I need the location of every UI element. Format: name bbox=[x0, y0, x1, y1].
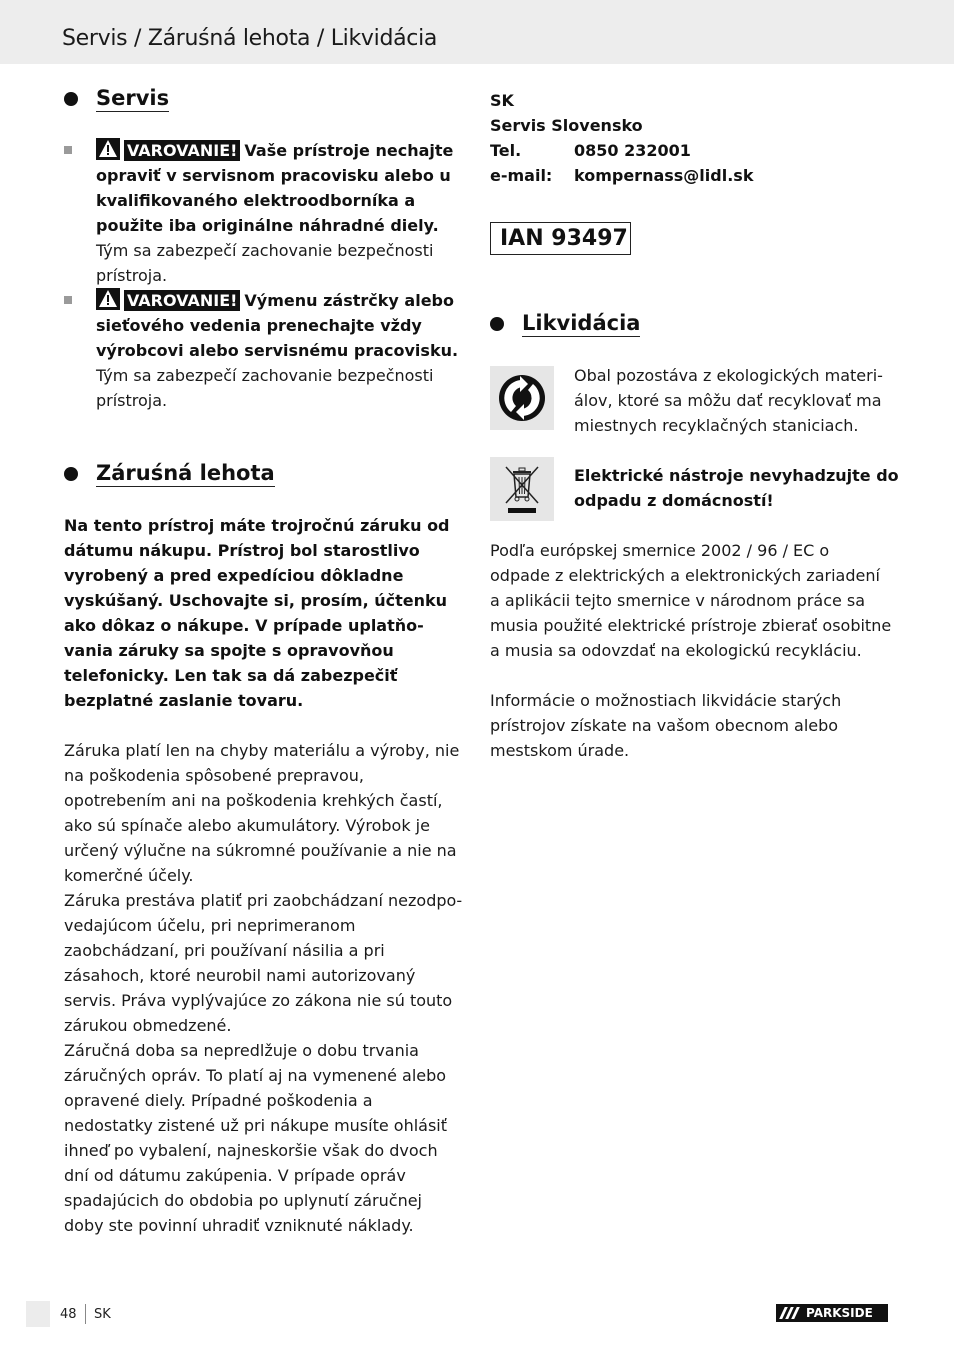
brand-logo bbox=[776, 1304, 888, 1322]
warning-paragraph bbox=[96, 138, 462, 288]
green-dot-recycle-icon bbox=[490, 366, 554, 430]
heading-bullet-icon bbox=[64, 92, 78, 106]
contact-email-row bbox=[490, 163, 753, 188]
warranty-paragraph-2: Záruka prestáva platiť pri zaobchádzaní nezodpovedajúcom účelu, pri neprimeranom zaobchádzaní, pri používaní násilia a pri zásahoch, ktoré neurobil nami autorizovaný servis. Práva vyplývajúce zo zákona nie sú touto zárukou obmedzené. bbox=[64, 891, 463, 1035]
zarucna-heading bbox=[64, 461, 275, 487]
warning-badge: VAROVANIE! bbox=[124, 290, 240, 311]
servis-warning-item-2 bbox=[64, 288, 464, 418]
tel-value: 0850 232001 bbox=[574, 141, 691, 160]
service-contact bbox=[490, 88, 753, 188]
square-bullet-icon bbox=[64, 296, 72, 304]
contact-service-name: Servis Slovensko bbox=[490, 116, 643, 135]
footer-divider bbox=[85, 1304, 86, 1324]
warranty-paragraph-1: Záruka platí len na chyby materiálu a výroby, nie na poškodenia spôsobené prepravou, opotrebením ani na poškodenia krehkých častí, ako sú spínače alebo akumulátory. Výrobok je určený výlučne na súkromné používanie a nie na komerčné účely. bbox=[64, 741, 460, 885]
heading-bullet-icon bbox=[490, 317, 504, 331]
crossed-bin-icon bbox=[490, 457, 554, 521]
likvidacia-heading-text: Likvidácia bbox=[522, 311, 641, 335]
tel-label: Tel. bbox=[490, 141, 522, 160]
warranty-intro: Na tento prístroj máte trojročnú záruku od dátumu nákupu. Prístroj bol starostlivo vyrobený a pred expedíciou dôkladne vyskúšaný. Uschovajte si, prosím, účtenku ako dôkaz o nákupe. V prípade uplatňovania záruky sa spojte s opravovňou telefonicky. Len tak sa dá zabezpečiť bezplatné zaslanie tovaru. bbox=[64, 516, 450, 710]
warranty-paragraph-3: Záručná doba sa nepredlžuje o dobu trvania záručných opráv. To platí aj na vymenené alebo opravené diely. Prípadné poškodenia a nedostatky zistené už pri nákupe musíte ohlásiť ihneď po vybalení, najneskoršie však do dvoch dní od dátumu zakúpenia. V prípade opráv spadajúcich do obdobia po uplynutí záručnej doby ste povinní uhradiť vzniknuté náklady. bbox=[64, 1041, 448, 1235]
email-value[interactable]: kompernass@lidl.sk bbox=[574, 166, 754, 185]
warning-triangle-icon bbox=[96, 288, 120, 310]
servis-heading bbox=[64, 86, 169, 112]
brand-stripes-icon bbox=[782, 1307, 800, 1319]
contact-tel-row bbox=[490, 138, 753, 163]
page-title: Servis / Záruśná lehota / Likvidácia bbox=[62, 26, 438, 51]
square-bullet-icon bbox=[64, 146, 72, 154]
warning-bold-text: Výmenu zástrčky alebo sieťového vedenia prenechajte vždy výrobcovi alebo servisnému pracovisku. bbox=[96, 291, 459, 360]
servis-warning-item-1 bbox=[64, 138, 464, 288]
warning-bold-text: Vaše prístroje nechajte opraviť v servisnom pracovisku alebo u kvalifikovaného elektroodborníka a použite iba originálne náhradné diely. bbox=[96, 141, 454, 235]
disposal-paragraph-2: Informácie o možnostiach likvidácie starých prístrojov získate na vašom obecnom alebo mestskom úrade. bbox=[490, 691, 842, 760]
warning-normal-text: Tým sa zabezpečí zachovanie bezpečnosti prístroja. bbox=[96, 366, 434, 410]
footer-marker bbox=[26, 1301, 50, 1327]
warning-badge: VAROVANIE! bbox=[124, 140, 240, 161]
warning-paragraph bbox=[96, 288, 462, 413]
contact-country: SK bbox=[490, 91, 514, 110]
footer-language: SK bbox=[94, 1307, 111, 1322]
brand-name: PARKSIDE bbox=[806, 1306, 873, 1320]
disposal-paragraph-1: Podľa európskej smernice 2002 / 96 / EC o odpade z elektrických a elektronických zariadení a aplikácii tejto smernice v národnom práce sa musia použité elektrické prístroje zbierať osobitne a musia sa odovzdať na ekologickú recykláciu. bbox=[490, 541, 892, 660]
likvidacia-heading bbox=[490, 311, 640, 337]
page-number: 48 bbox=[60, 1307, 77, 1322]
zarucna-heading-text: Záruśná lehota bbox=[96, 461, 275, 485]
weee-warning-text: Elektrické nástroje nevyhadzujte do odpadu z domácností! bbox=[574, 466, 899, 510]
warning-normal-text: Tým sa zabezpečí zachovanie bezpečnosti prístroja. bbox=[96, 241, 434, 285]
ian-number: IAN 93497 bbox=[490, 222, 631, 255]
heading-bullet-icon bbox=[64, 467, 78, 481]
servis-heading-text: Servis bbox=[96, 86, 170, 110]
email-label: e-mail: bbox=[490, 166, 553, 185]
recycle-text: Obal pozostáva z ekologických materiálov, ktoré sa môžu dať recyklovať ma miestnych recyklačných staniciach. bbox=[574, 366, 883, 435]
warning-triangle-icon bbox=[96, 138, 120, 160]
